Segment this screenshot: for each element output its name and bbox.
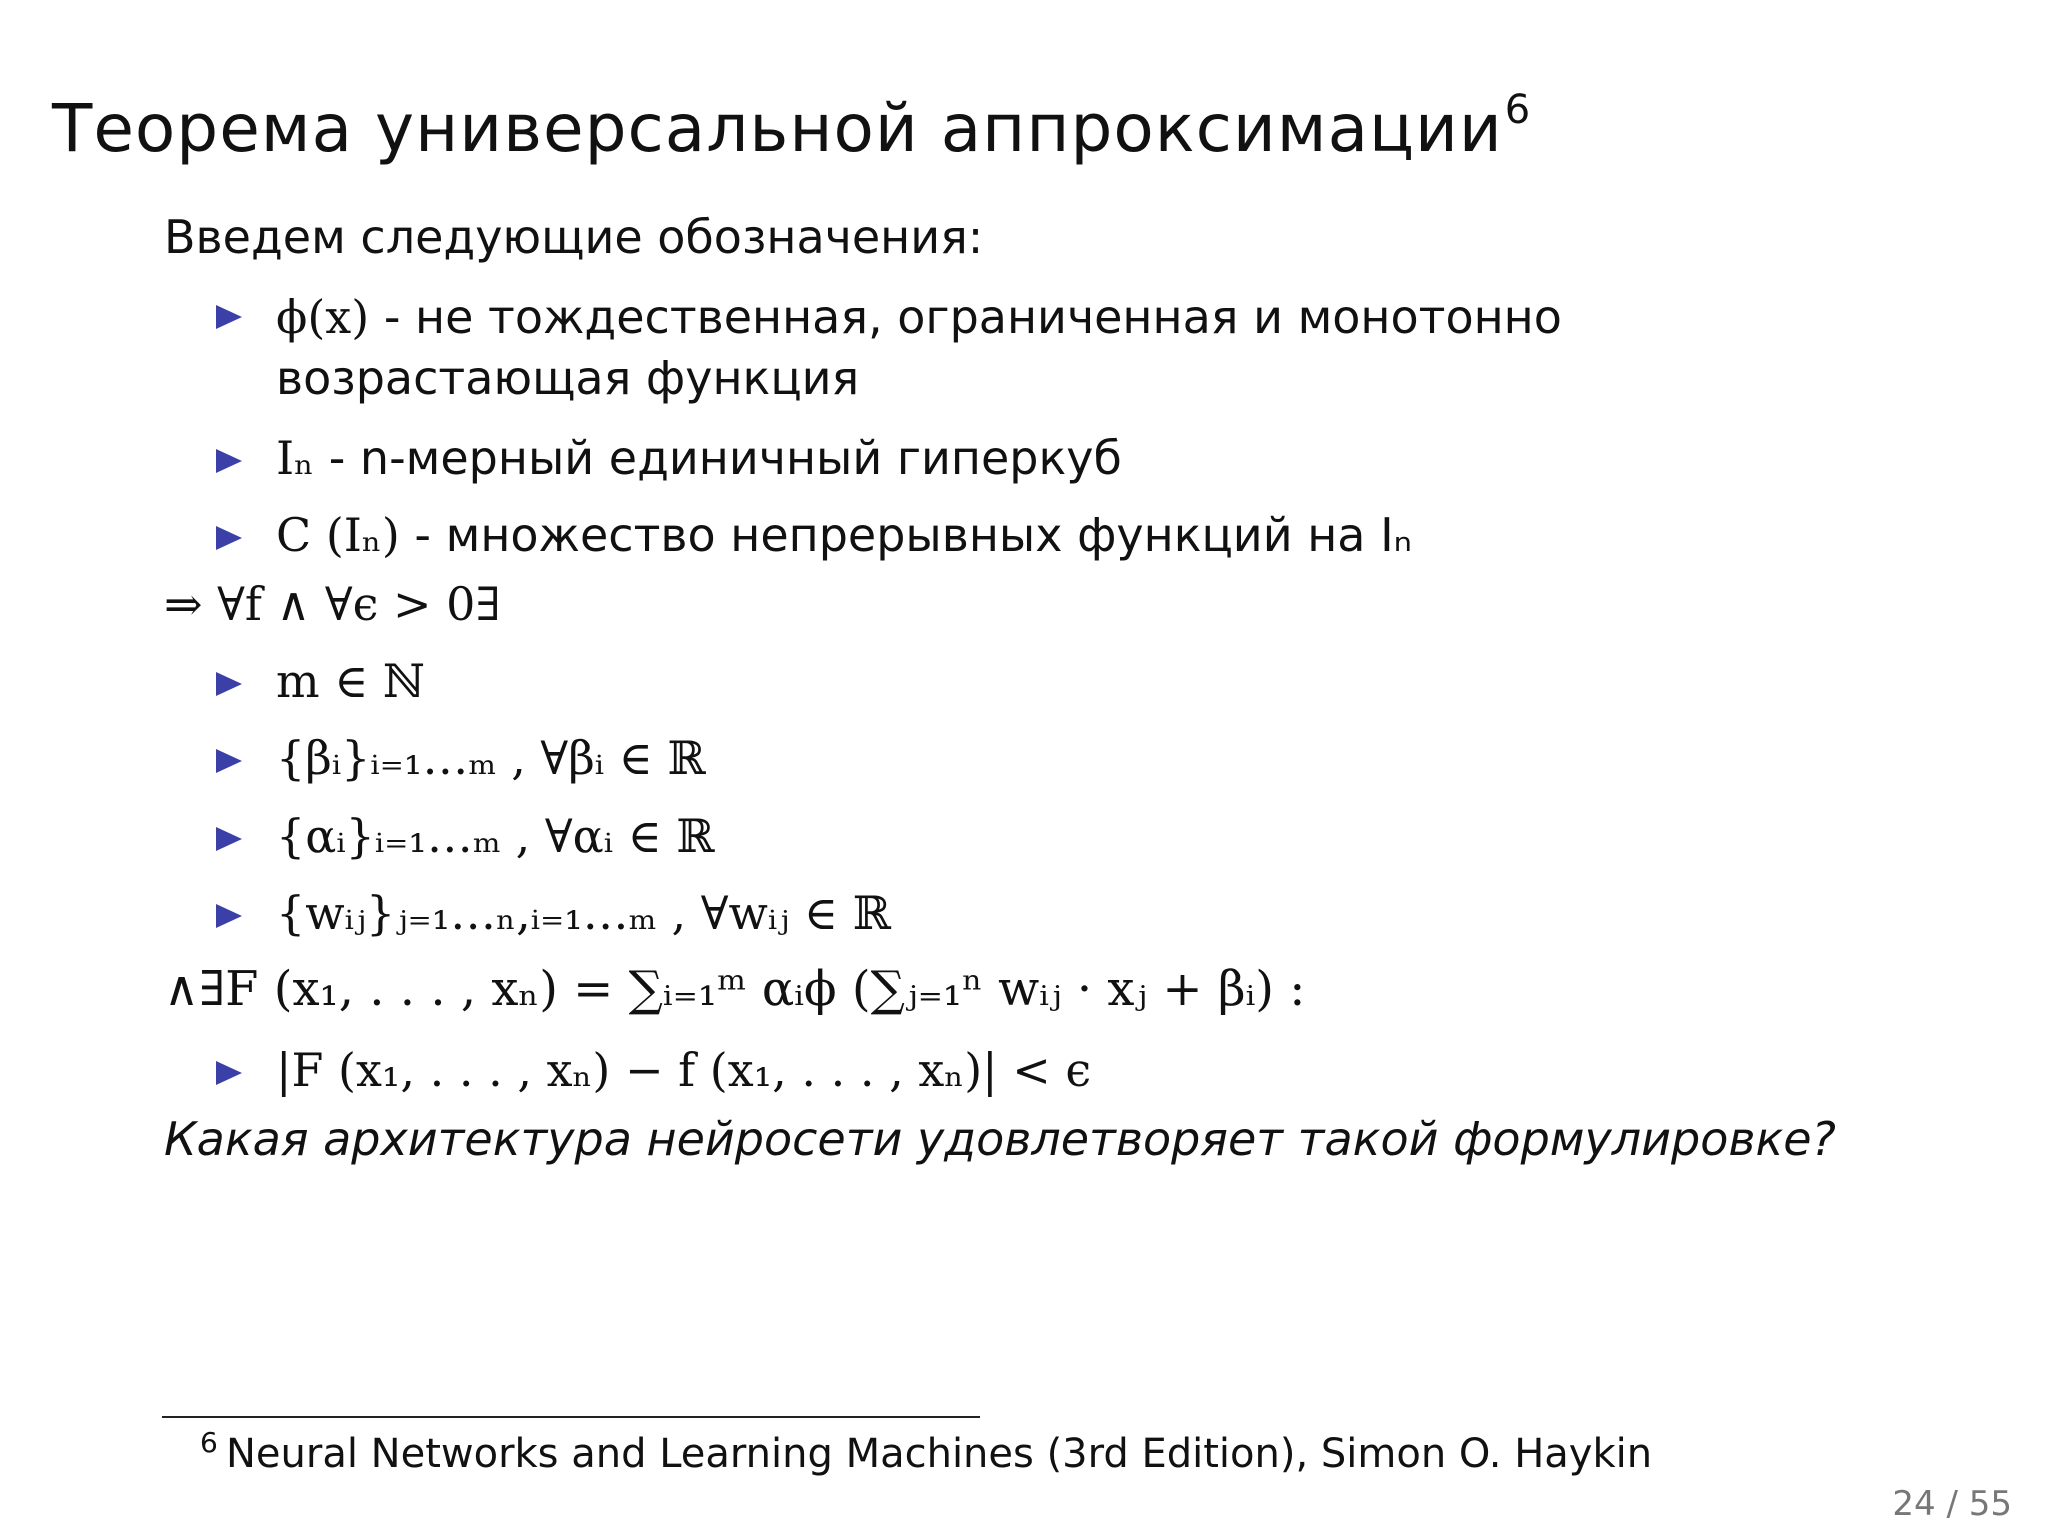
triangle-bullet-icon <box>216 305 242 329</box>
hypercube-symbol: Iₙ <box>276 430 315 485</box>
parameter-weights-formula: {wᵢⱼ}ⱼ₌₁…ₙ,ᵢ₌₁…ₘ , ∀wᵢⱼ ∈ ℝ <box>276 885 891 940</box>
parameters-list <box>164 654 1914 941</box>
footnote-text: Neural Networks and Learning Machines (3rd Edition), Simon O. Haykin <box>226 1431 1653 1477</box>
triangle-bullet-icon <box>216 449 242 473</box>
triangle-bullet-icon <box>216 672 242 696</box>
page-number: 24 / 55 <box>1892 1484 2012 1524</box>
function-definition-text: - не тождественная, ограниченная и монотонно возрастающая функция <box>276 290 1562 405</box>
notation-intro: Введем следующие обозначения: <box>164 210 984 264</box>
slide-title <box>52 86 1531 168</box>
parameter-m-formula: m ∈ ℕ <box>276 654 425 709</box>
parameter-beta-formula: {βᵢ}ᵢ₌₁…ₘ , ∀βᵢ ∈ ℝ <box>276 731 706 786</box>
approximation-formula: ∧∃F (x₁, . . . , xₙ) = ∑ᵢ₌₁ᵐ αᵢϕ (∑ⱼ₌₁ⁿ wᵢⱼ · xⱼ + βᵢ) : <box>164 960 1306 1017</box>
condition-list <box>164 1043 1914 1098</box>
parameter-item-beta <box>164 731 1914 786</box>
parameter-item-alpha <box>164 809 1914 864</box>
slide-title-text: Теорема универсальной аппроксимации <box>52 90 1503 168</box>
title-footnote-mark: 6 <box>1504 87 1532 134</box>
triangle-bullet-icon <box>216 526 242 550</box>
approximation-condition <box>164 1043 1914 1098</box>
footnote <box>200 1426 1766 1478</box>
definition-item-function <box>164 287 1914 408</box>
parameter-alpha-formula: {αᵢ}ᵢ₌₁…ₘ , ∀αᵢ ∈ ℝ <box>276 808 715 863</box>
theorem-content <box>164 210 1914 1167</box>
function-symbol: ϕ(x) <box>276 290 370 345</box>
architecture-question: Какая архитектура нейросети удовлетворяет такой формулировке? <box>164 1111 1836 1166</box>
definition-item-hypercube <box>164 431 1914 486</box>
implication-formula: ⇒ ∀f ∧ ∀ϵ > 0∃ <box>164 577 501 631</box>
triangle-bullet-icon <box>216 1061 242 1085</box>
parameter-item-m <box>164 654 1914 709</box>
hypercube-definition-text: - n-мерный единичный гиперкуб <box>314 430 1122 485</box>
definitions-list <box>164 287 1914 563</box>
continuous-functions-definition-text: - множество непрерывных функций на Iₙ <box>399 507 1412 562</box>
footnote-mark: 6 <box>200 1426 218 1459</box>
triangle-bullet-icon <box>216 749 242 773</box>
footnote-divider <box>162 1416 980 1418</box>
triangle-bullet-icon <box>216 827 242 851</box>
approximation-condition-formula: |F (x₁, . . . , xₙ) − f (x₁, . . . , xₙ)| < ϵ <box>276 1042 1092 1097</box>
triangle-bullet-icon <box>216 904 242 928</box>
parameter-item-weights <box>164 886 1914 941</box>
definition-item-continuous-functions <box>164 508 1914 563</box>
continuous-functions-symbol: C (Iₙ) <box>276 507 400 562</box>
